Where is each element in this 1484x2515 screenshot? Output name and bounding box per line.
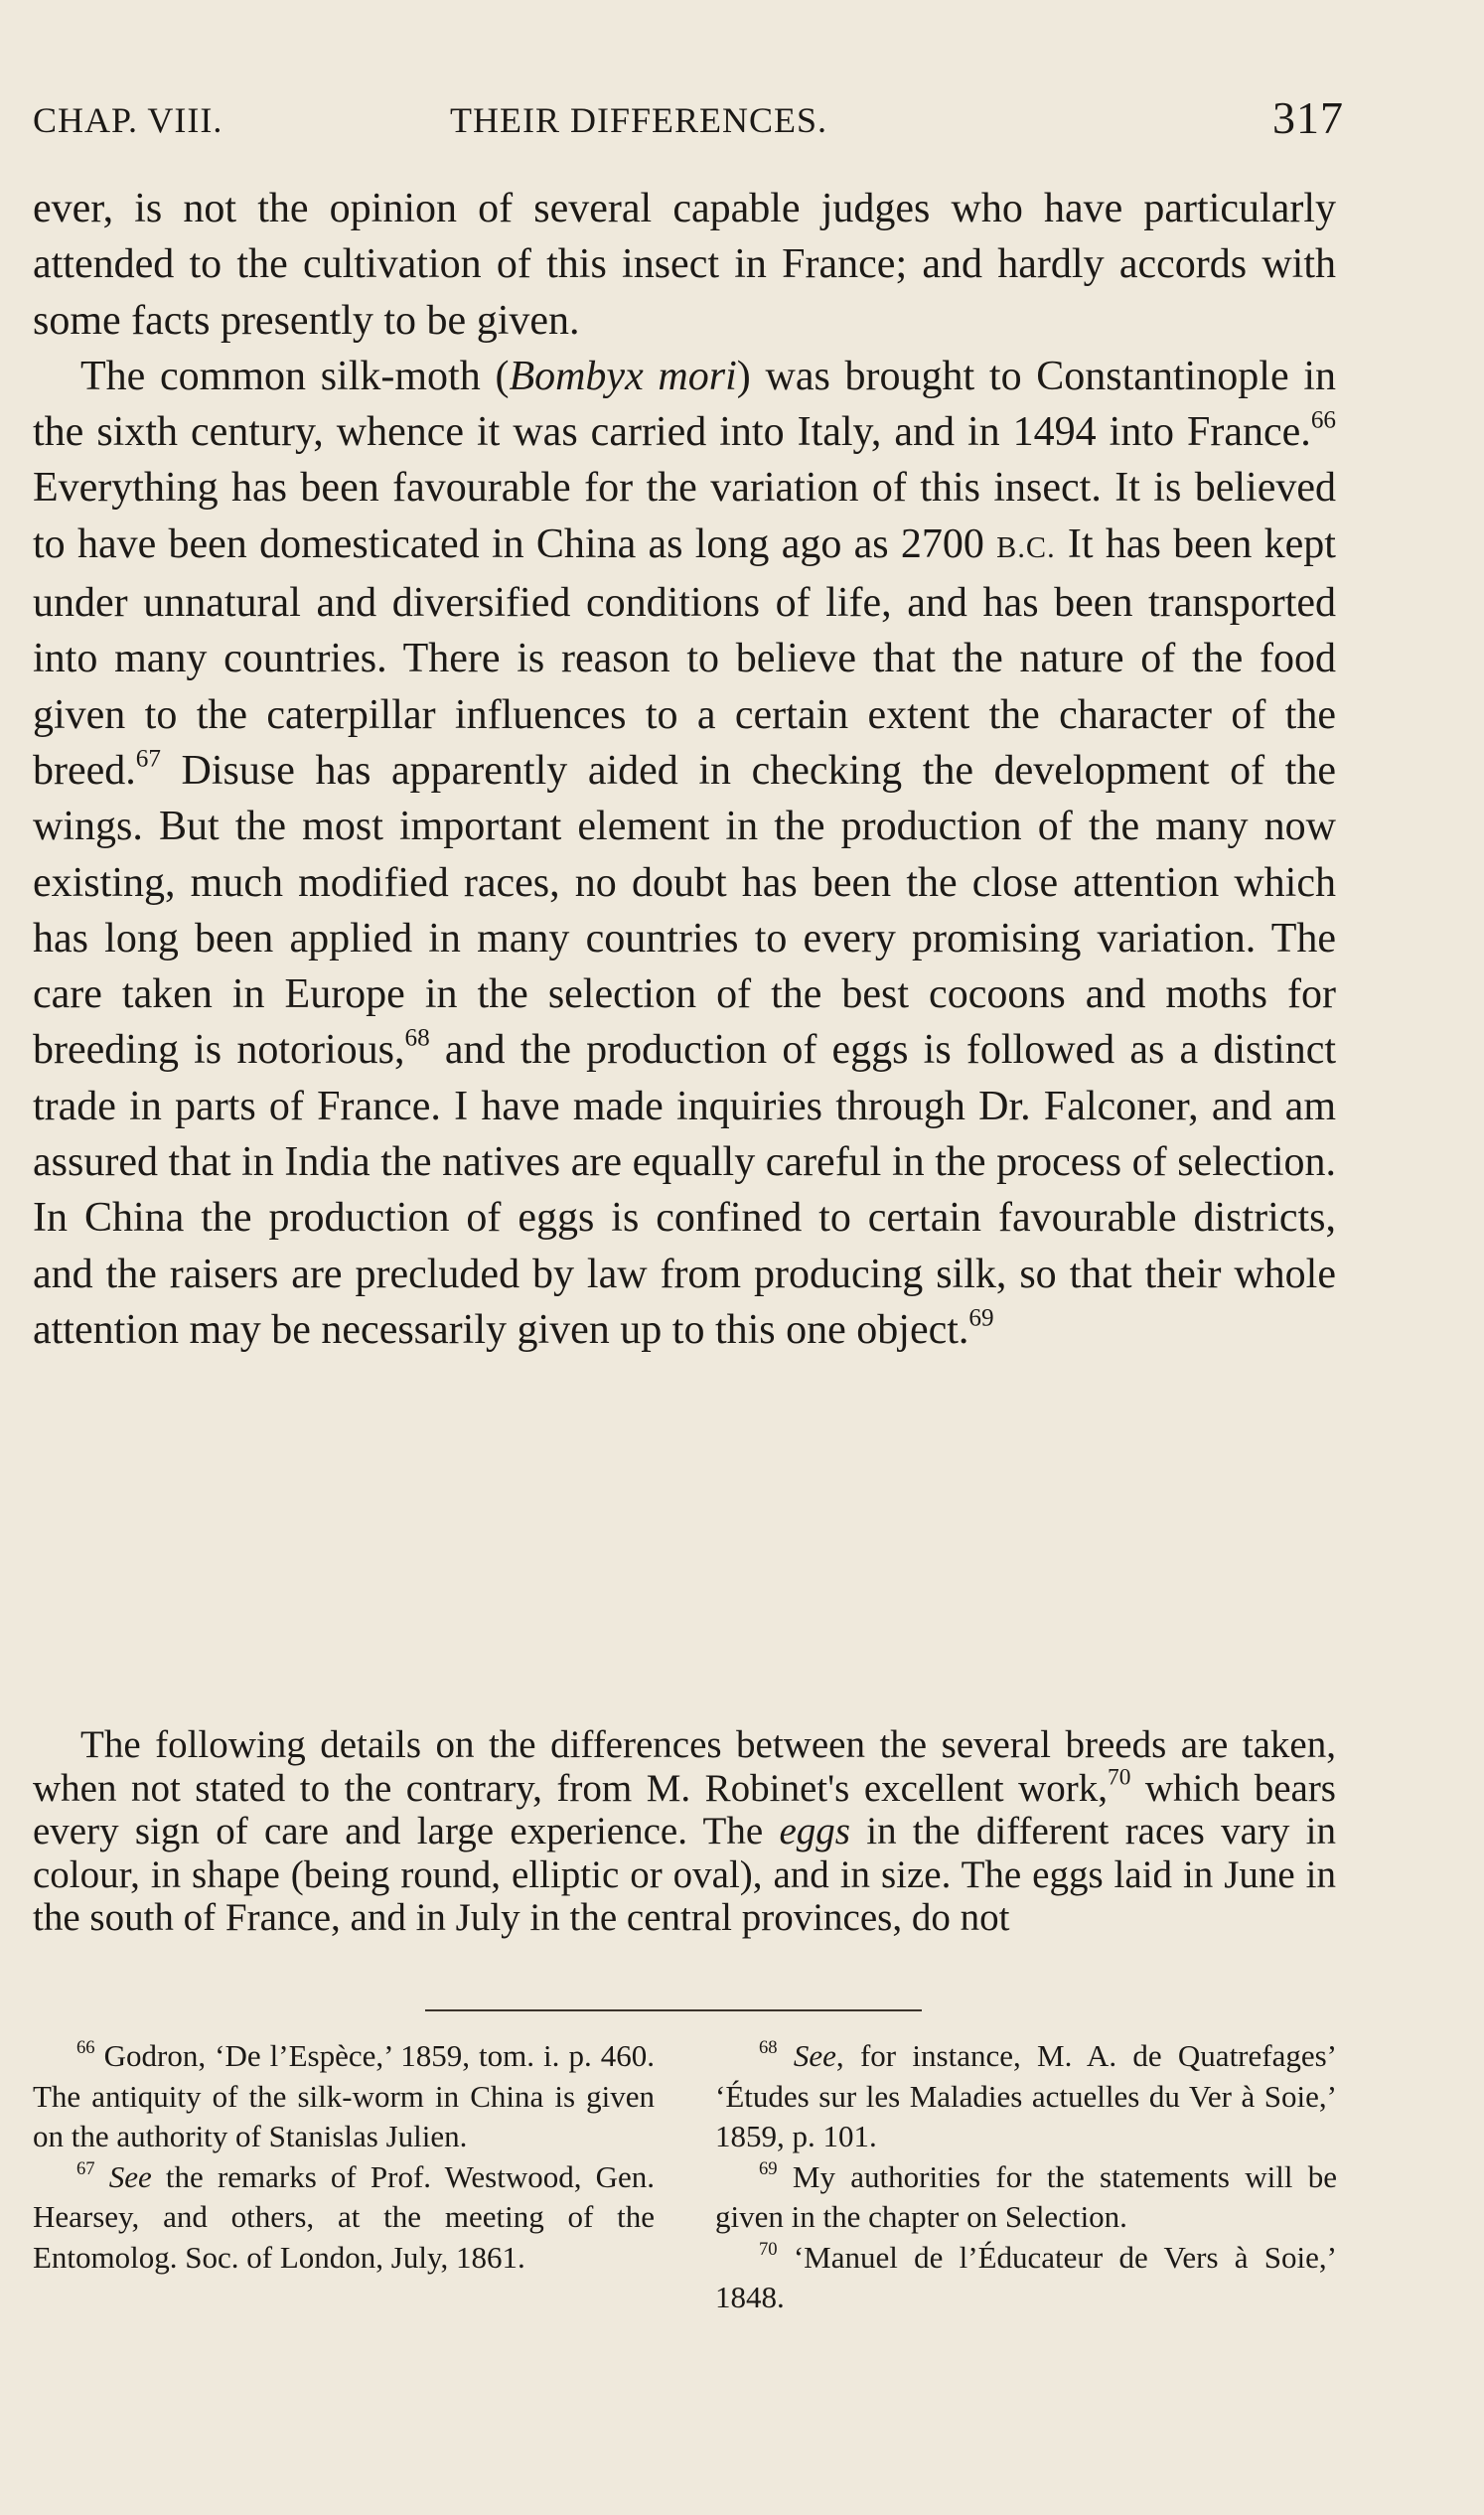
footnote-text: Godron, ‘De l’Espèce,’ 1859, tom. i. p. 460. The antiquity of the silk-worm in China is given on the authority of Stanislas Julien. [33, 2038, 655, 2153]
footnotes-right-column [715, 2036, 1337, 2318]
footnote-divider [425, 2009, 922, 2011]
footnote-number: 69 [759, 2157, 778, 2179]
footnote-ref-66: 66 [1310, 406, 1336, 434]
text-run: The common silk-moth ( [80, 353, 510, 399]
footnote-ref-67: 67 [135, 745, 161, 773]
text-run: Everything has been favourable for the variation of this insect. It is believed to have been domesticated in China as long ago as 2700 [33, 465, 1336, 567]
footnote-68 [715, 2036, 1337, 2157]
paragraph-3 [33, 1723, 1336, 1940]
footnote-text: the remarks of Prof. Westwood, Gen. Hearsey, and others, at the meeting of the Entomolog. Soc. of London, July, 1861. [33, 2158, 655, 2275]
footnote-text: My authorities for the statements will be given in the chapter on Selection. [715, 2158, 1337, 2234]
footnote-number: 67 [76, 2157, 95, 2179]
species-name: Bombyx mori [509, 353, 737, 399]
text-run: in the different races vary in colour, in shape (being round, elliptic or oval), and in size. The eggs laid in June in the south of France, and in July in the central provinces, do not [33, 1810, 1337, 1940]
small-print-section [33, 1723, 1336, 1940]
running-title: THEIR DIFFERENCES. [450, 100, 828, 140]
footnote-number: 66 [76, 2036, 95, 2058]
text-run: Disuse has apparently aided in checking the development of the wings. But the most important element in the production of the many now existing, much modified races, no doubt has been the close attention which has long been applied in many countries to every promising variation. The care taken in Europe in the selection of the best cocoons and moths for breeding is notorious, [33, 747, 1336, 1074]
text-run: and the production of eggs is followed as a distinct trade in parts of France. I have made inquiries through Dr. Falconer, and am assured that in India the natives are equally careful in the process of selection. In China the production of eggs is confined to certain favourable districts, and the raisers are precluded by law from producing silk, so that their whole attention may be necessarily given up to this one object. [33, 1027, 1337, 1353]
text-run: It has been kept under unnatural and diversified conditions of life, and has been transported into many countries. There is reason to believe that the nature of the food given to the caterpillar influences to a certain extent the character of the breed. [33, 520, 1336, 794]
text-run: The following details on the differences between the several breeds are taken, when not stated to the contrary, from M. Robinet's excellent work, [33, 1723, 1336, 1810]
text-run: ) was brought to Constantinople in the sixth century, whence it was carried into Italy, and in 1494 into France. [33, 353, 1336, 456]
footnotes-left-column [33, 2036, 655, 2278]
footnote-number: 70 [759, 2238, 778, 2260]
page-number: 317 [1272, 92, 1344, 143]
footnote-ref-70: 70 [1108, 1764, 1131, 1791]
footnote-ref-68: 68 [404, 1024, 430, 1052]
paragraph-1: ever, is not the opinion of several capable judges who have particularly attended to the cultivation of this insect in France; and hardly accords with some facts presently to be given. [33, 186, 1336, 344]
italic-see: See [108, 2158, 152, 2194]
footnote-text: , for instance, M. A. de Quatrefages’ ‘Études sur les Maladies actuelles du Ver à Soie,’ 1859, p. 101. [715, 2038, 1337, 2153]
small-caps-bc: B.C. [996, 529, 1056, 564]
footnote-67 [33, 2157, 655, 2279]
footnote-70 [715, 2238, 1337, 2318]
italic-see: See [793, 2038, 836, 2073]
chapter-label: CHAP. VIII. [33, 100, 223, 140]
text-run: which bears every sign of care and large experience. The [33, 1766, 1336, 1853]
footnote-number: 68 [759, 2036, 778, 2058]
footnote-69 [715, 2157, 1337, 2238]
running-header [33, 91, 1344, 151]
paragraph-2 [33, 349, 1336, 1358]
italic-term: eggs [779, 1810, 850, 1853]
main-text [33, 181, 1336, 1358]
footnote-ref-69: 69 [968, 1304, 994, 1332]
footnote-text: ‘Manuel de l’Éducateur de Vers à Soie,’ 1848. [715, 2239, 1337, 2314]
footnote-66 [33, 2036, 655, 2157]
